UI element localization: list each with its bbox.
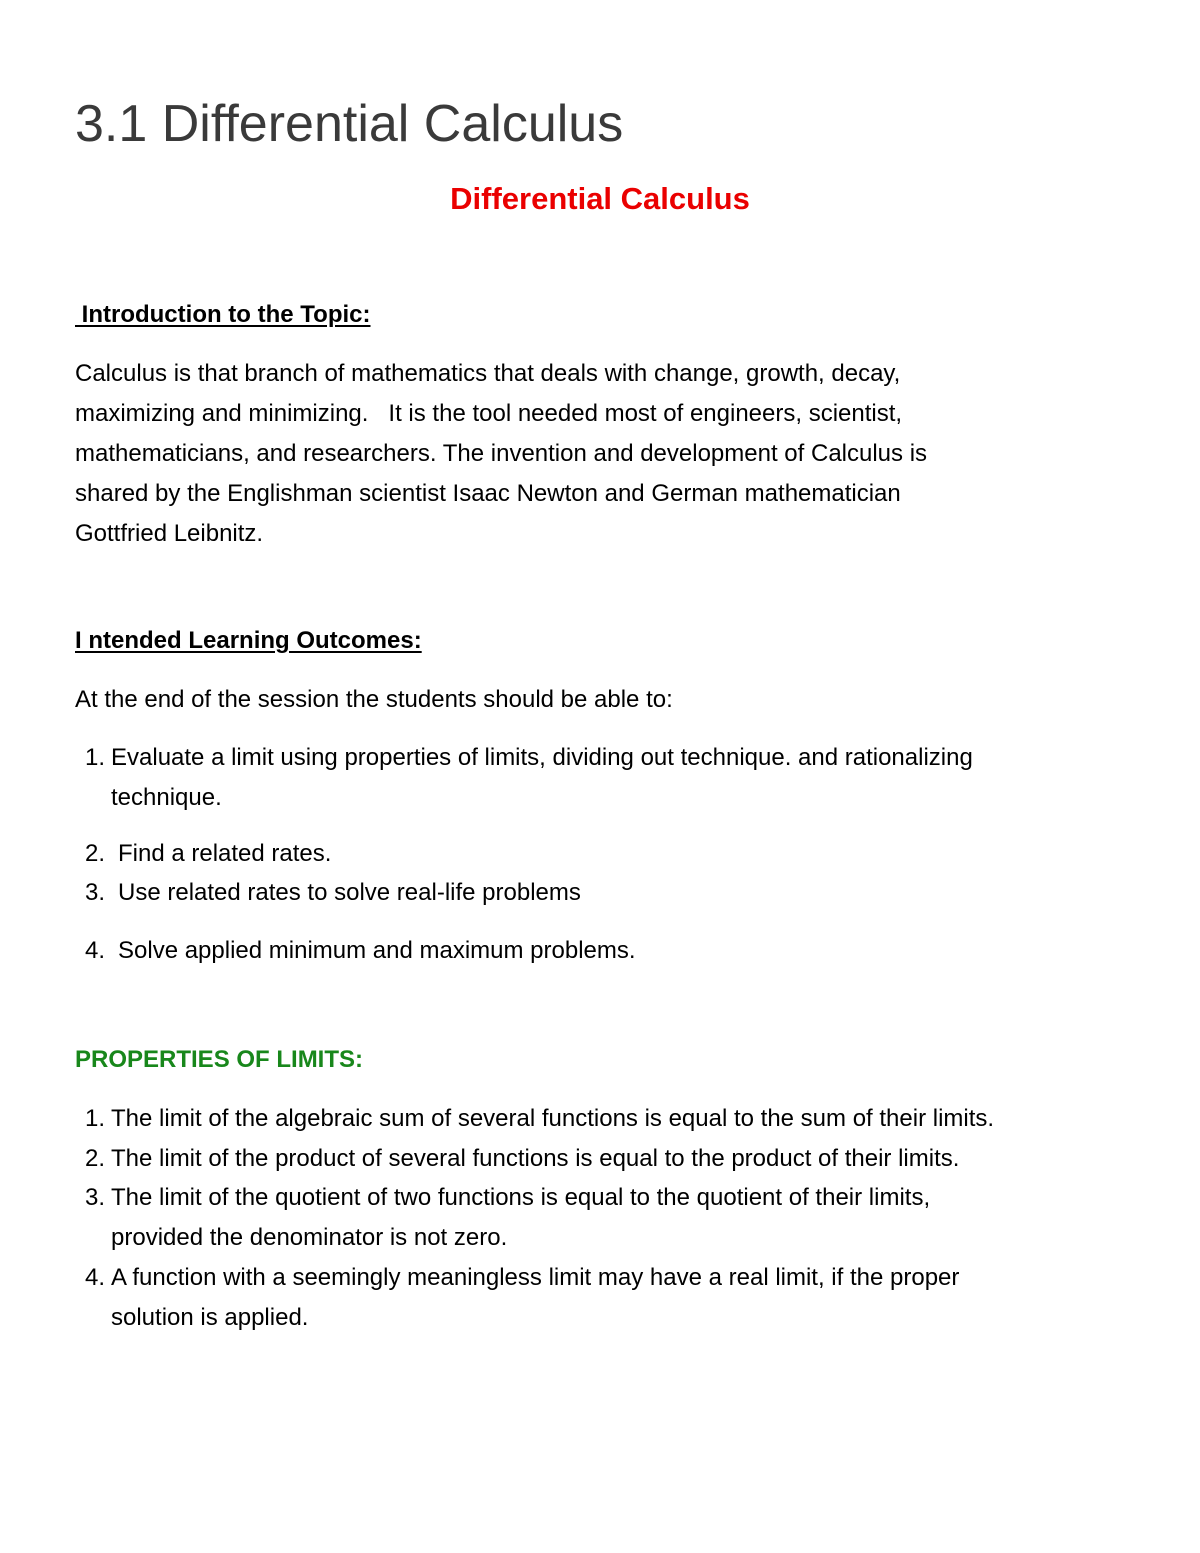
list-item-number: 3. — [85, 879, 106, 906]
paragraph-line: mathematicians, and researchers. The invention and development of Calculus is — [75, 440, 928, 467]
list-item-number: 1. — [85, 744, 106, 771]
list-item-number: 3. — [85, 1184, 106, 1211]
list-item-text: solution is applied. — [111, 1304, 309, 1331]
list-item-number: 2. — [85, 840, 106, 867]
list-item — [75, 1099, 1155, 1139]
list-item-text: The limit of the product of several functions is equal to the product of their limits. — [111, 1145, 960, 1172]
list-item-number: 4. — [85, 937, 106, 964]
list-item-text: Solve applied minimum and maximum problems. — [118, 937, 636, 964]
introduction-paragraph — [75, 354, 1075, 554]
properties-heading: PROPERTIES OF LIMITS: — [75, 1046, 364, 1073]
list-item — [75, 1139, 1155, 1179]
list-item — [75, 834, 1155, 874]
list-item-text: The limit of the algebraic sum of several functions is equal to the sum of their limits. — [111, 1105, 995, 1132]
list-item-text: Use related rates to solve real-life problems — [118, 879, 581, 906]
introduction-heading: Introduction to the Topic: — [75, 301, 371, 328]
learning-outcomes-heading: I ntended Learning Outcomes: — [75, 627, 422, 654]
list-item-number: 1. — [85, 1105, 106, 1132]
list-item-text: technique. — [111, 784, 222, 811]
paragraph-line: Calculus is that branch of mathematics that deals with change, growth, decay, — [75, 360, 901, 387]
paragraph-line: Gottfried Leibnitz. — [75, 520, 264, 547]
paragraph-line: shared by the Englishman scientist Isaac Newton and German mathematician — [75, 480, 901, 507]
list-item-number: 2. — [85, 1145, 106, 1172]
list-item-text: provided the denominator is not zero. — [111, 1224, 508, 1251]
list-item — [75, 1178, 1155, 1258]
list-item — [75, 1258, 1155, 1338]
learning-outcomes-lead: At the end of the session the students should be able to: — [75, 686, 673, 713]
list-item — [75, 931, 1155, 971]
list-item-text: Evaluate a limit using properties of limits, dividing out technique. and rationalizing — [111, 744, 973, 771]
list-item — [75, 738, 1155, 818]
list-item-text: Find a related rates. — [118, 840, 332, 867]
paragraph-line: maximizing and minimizing. It is the tool needed most of engineers, scientist, — [75, 400, 903, 427]
list-item-text: The limit of the quotient of two functions is equal to the quotient of their limits, — [111, 1184, 931, 1211]
list-item — [75, 873, 1155, 913]
page-title: 3.1 Differential Calculus — [75, 95, 624, 153]
list-item-number: 4. — [85, 1264, 106, 1291]
list-item-text: A function with a seemingly meaningless limit may have a real limit, if the proper — [111, 1264, 960, 1291]
page-subtitle: Differential Calculus — [450, 181, 750, 216]
